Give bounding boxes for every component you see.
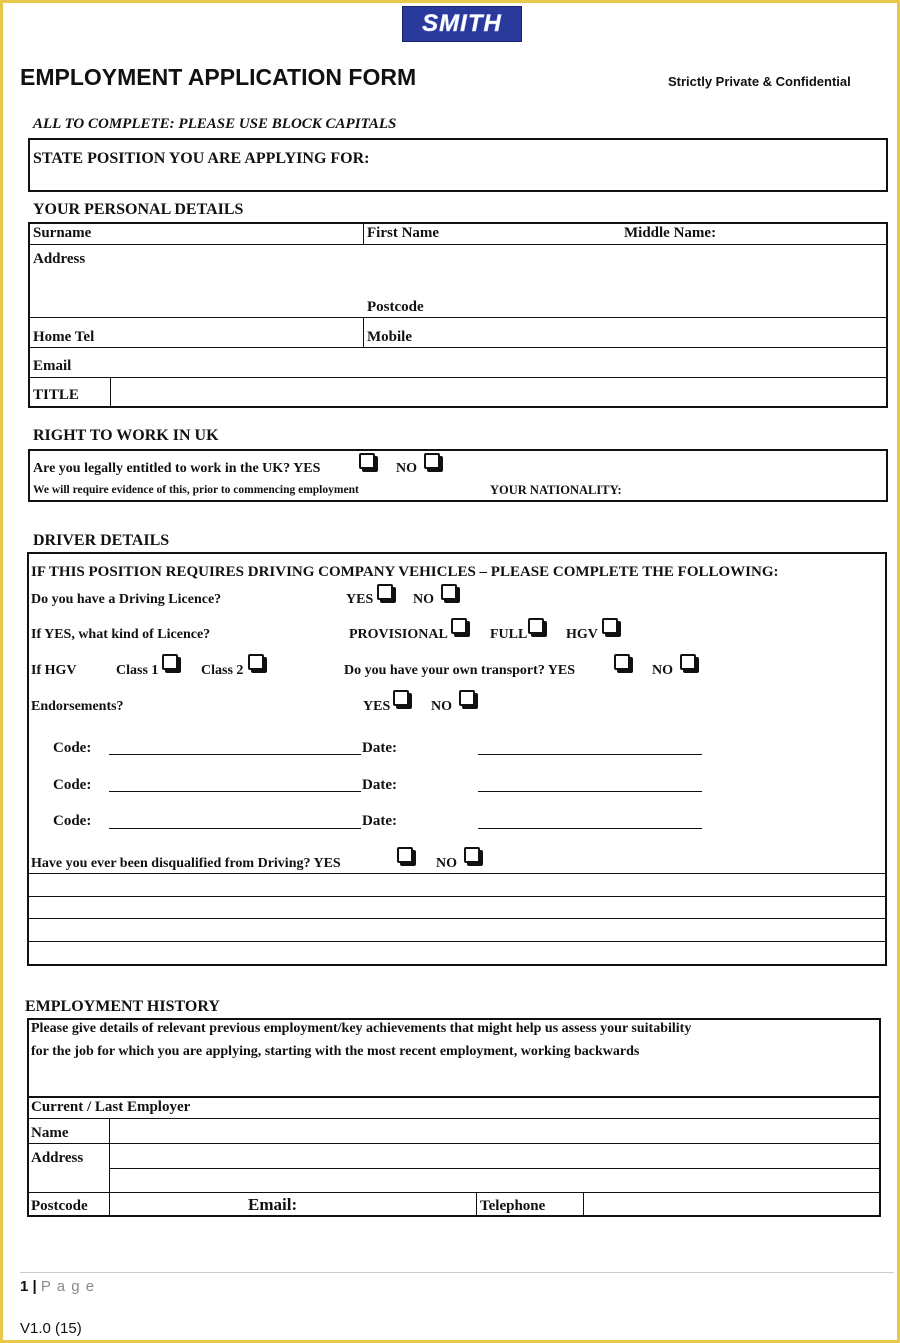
first-name-label: First Name — [367, 225, 440, 241]
code-label: Code: — [53, 813, 92, 829]
driver-intro: IF THIS POSITION REQUIRES DRIVING COMPANY VEHICLES – PLEASE COMPLETE THE FOLLOWING: — [31, 564, 779, 580]
title-label: TITLE — [33, 387, 79, 403]
licence-no-label: NO — [413, 592, 434, 607]
date-label: Date: — [362, 740, 397, 756]
transport-yes-checkbox[interactable] — [614, 654, 630, 670]
provisional-label: PROVISIONAL — [349, 627, 448, 642]
transport-no-label: NO — [652, 663, 673, 678]
instruction-text: ALL TO COMPLETE: PLEASE USE BLOCK CAPITALS — [33, 116, 397, 132]
rtw-question: Are you legally entitled to work in the UK? YES — [33, 461, 321, 476]
row-divider — [28, 377, 888, 378]
code-input-line[interactable] — [109, 828, 361, 829]
endorsements-no-checkbox[interactable] — [459, 690, 475, 706]
licence-question: Do you have a Driving Licence? — [31, 592, 222, 607]
if-hgv-label: If HGV — [31, 663, 77, 678]
rtw-heading: RIGHT TO WORK IN UK — [33, 427, 219, 444]
current-employer-label: Current / Last Employer — [31, 1099, 191, 1115]
licence-yes-checkbox[interactable] — [377, 584, 393, 600]
col-divider — [583, 1192, 584, 1216]
col-divider — [476, 1192, 477, 1216]
date-label: Date: — [362, 813, 397, 829]
employment-intro-line1: Please give details of relevant previous employment/key achievements that might help us assess your suitability — [31, 1021, 692, 1036]
date-input-line[interactable] — [478, 791, 702, 792]
version-label: V1.0 (15) — [20, 1320, 82, 1337]
full-checkbox[interactable] — [528, 618, 544, 634]
licence-no-checkbox[interactable] — [441, 584, 457, 600]
row-divider — [28, 347, 888, 348]
col-divider — [109, 1118, 110, 1216]
hgv-label: HGV — [566, 627, 598, 642]
date-label: Date: — [362, 777, 397, 793]
form-title: EMPLOYMENT APPLICATION FORM — [20, 64, 417, 90]
answer-line[interactable] — [27, 896, 887, 897]
email-label: Email — [33, 358, 72, 374]
answer-line[interactable] — [27, 941, 887, 942]
middle-name-label: Middle Name: — [624, 225, 717, 241]
endorsements-yes-label: YES — [363, 699, 391, 714]
row-divider — [28, 244, 888, 245]
code-input-line[interactable] — [109, 754, 361, 755]
personal-heading: YOUR PERSONAL DETAILS — [33, 201, 244, 218]
employment-heading: EMPLOYMENT HISTORY — [25, 998, 220, 1015]
nationality-label: YOUR NATIONALITY: — [490, 483, 622, 497]
company-logo — [402, 6, 522, 42]
employer-telephone-label: Telephone — [480, 1198, 546, 1214]
answer-line[interactable] — [27, 918, 887, 919]
address-label: Address — [33, 251, 86, 267]
full-label: FULL — [490, 627, 528, 642]
rtw-note: We will require evidence of this, prior to commencing employment — [33, 484, 359, 496]
driver-heading: DRIVER DETAILS — [33, 532, 170, 549]
employment-intro-line2: for the job for which you are applying, starting with the most recent employment, working backwards — [31, 1044, 640, 1059]
disqualified-question: Have you ever been disqualified from Driving? YES — [31, 856, 341, 871]
rtw-yes-checkbox[interactable] — [359, 453, 375, 469]
disqualified-no-label: NO — [436, 856, 457, 871]
page-number: 1 — [20, 1278, 29, 1295]
mobile-label: Mobile — [367, 329, 412, 345]
row-divider — [28, 317, 888, 318]
provisional-checkbox[interactable] — [451, 618, 467, 634]
class2-checkbox[interactable] — [248, 654, 264, 670]
row-divider — [27, 1118, 881, 1119]
employer-postcode-label: Postcode — [31, 1198, 88, 1214]
licence-yes-label: YES — [346, 592, 374, 607]
col-divider — [363, 222, 364, 244]
endorsements-no-label: NO — [431, 699, 452, 714]
driver-details-box — [27, 552, 887, 966]
confidential-note: Strictly Private & Confidential — [668, 74, 851, 89]
rtw-no-checkbox[interactable] — [424, 453, 440, 469]
date-input-line[interactable] — [478, 828, 702, 829]
rtw-no-label: NO — [396, 461, 417, 476]
endorsements-yes-checkbox[interactable] — [393, 690, 409, 706]
page-footer — [20, 1278, 95, 1295]
col-divider — [110, 377, 111, 407]
position-label: STATE POSITION YOU ARE APPLYING FOR: — [33, 150, 370, 167]
endorsements-label: Endorsements? — [31, 699, 124, 714]
hgv-checkbox[interactable] — [602, 618, 618, 634]
row-divider — [27, 1143, 881, 1144]
class1-label: Class 1 — [116, 663, 159, 678]
disqualified-yes-checkbox[interactable] — [397, 847, 413, 863]
employer-email-label: Email: — [248, 1195, 298, 1214]
answer-line[interactable] — [27, 873, 887, 874]
class1-checkbox[interactable] — [162, 654, 178, 670]
home-tel-label: Home Tel — [33, 329, 95, 345]
page-word: P a g e — [40, 1278, 96, 1295]
class2-label: Class 2 — [201, 663, 244, 678]
disqualified-no-checkbox[interactable] — [464, 847, 480, 863]
logo-text: SMITH — [422, 10, 502, 37]
licence-kind-question: If YES, what kind of Licence? — [31, 627, 211, 642]
code-input-line[interactable] — [109, 791, 361, 792]
employer-address-label: Address — [31, 1150, 84, 1166]
surname-label: Surname — [33, 225, 92, 241]
transport-no-checkbox[interactable] — [680, 654, 696, 670]
employer-name-label: Name — [31, 1125, 69, 1141]
date-input-line[interactable] — [478, 754, 702, 755]
row-divider — [27, 1192, 881, 1193]
code-label: Code: — [53, 777, 92, 793]
col-divider — [363, 317, 364, 347]
personal-details-table — [28, 222, 888, 408]
code-label: Code: — [53, 740, 92, 756]
footer-divider — [20, 1272, 894, 1273]
transport-question: Do you have your own transport? YES — [344, 663, 576, 678]
page-separator: | — [32, 1278, 41, 1295]
row-divider — [109, 1168, 881, 1169]
postcode-label: Postcode — [367, 299, 424, 315]
